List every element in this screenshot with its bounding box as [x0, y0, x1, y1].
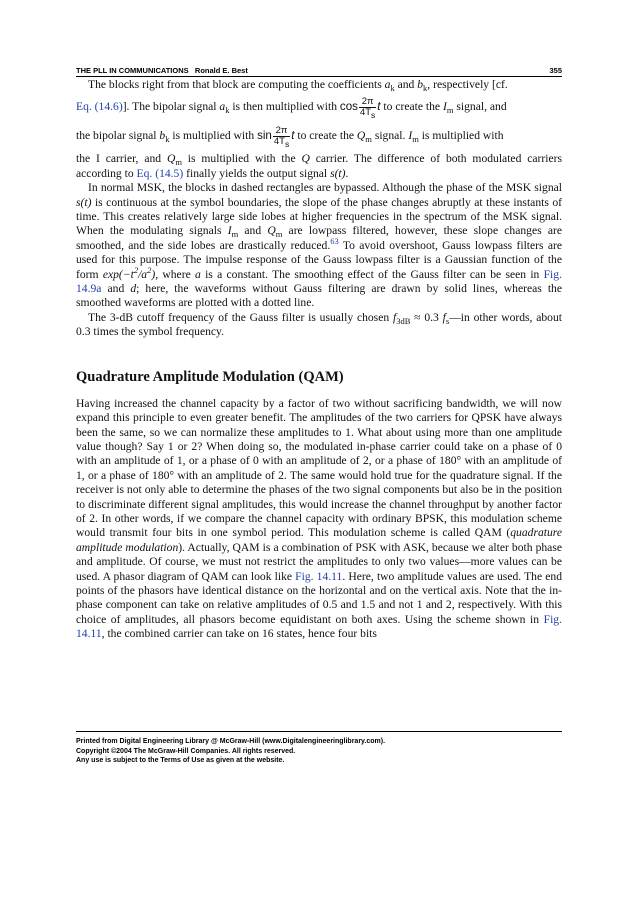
- eq-14-5-link[interactable]: Eq. (14.5): [136, 166, 184, 180]
- cos-fraction: $\frac{2\pi}{4T_s}$: [359, 95, 376, 120]
- book-title: THE PLL IN COMMUNICATIONS: [76, 66, 189, 75]
- fig-14-11-link-2[interactable]: Fig. 14.11: [76, 612, 562, 641]
- footer-line-3: Any use is subject to the Terms of Use as given at the website.: [76, 757, 285, 765]
- copyright-footer: [76, 737, 562, 766]
- section-heading: Quadrature Amplitude Modulation (QAM): [76, 368, 344, 385]
- page-number: 355: [549, 66, 562, 75]
- gauss-expression: $\exp(-t^2/a^2)$: [102, 264, 156, 281]
- footer-line-1: Printed from Digital Engineering Library @ McGraw-Hill (www.Digitalengineeringlibrary.com).: [76, 738, 386, 745]
- running-header-left: [76, 66, 248, 75]
- paragraph-2: In normal MSK, the blocks in dashed rectangles are bypassed. Although the phase of the MSK signal s(t) is continuous at the symbol boundaries, the slope of the phase changes abruptly at these instants of time. This creates relatively large side lobes at higher frequencies in the spectrum of the MSK signal. When the modulating signals $I_m$ and $Q_m$ are lowpass filtered, however, these slope changes are smoothed, and the side lobes are drastically reduced.$^{63}$ To avoid overshoot, Gauss lowpass filters are used for this purpose. The impulse response of the Gauss lowpass filter is a Gaussian function of the form $\exp(-t^2/a^2)$, where a is a constant. The smoothing effect of the Gauss filter can be seen in Fig. 14.9a and d; here, the waveforms without Gauss filtering are drawn by solid lines, whereas the smoothed waveforms are plotted with a dotted line.: [76, 181, 562, 310]
- cos-term: cos $\frac{2\pi}{4T_s}$ t: [339, 95, 381, 120]
- paragraph-1: The blocks right from that block are computing the coefficients $a_k$ and $b_k$, respectively [cf.: [88, 78, 508, 93]
- fig-14-11-link[interactable]: Fig. 14.11: [295, 569, 343, 583]
- footer-rule: [76, 731, 562, 732]
- eq-14-6-link[interactable]: Eq. (14.6): [76, 100, 123, 114]
- body-text: [76, 78, 562, 642]
- sin-term: sin $\frac{2\pi}{4T_s}$ t: [257, 124, 295, 149]
- sin-fraction: $\frac{2\pi}{4T_s}$: [273, 124, 290, 149]
- paragraph-3: The 3-dB cutoff frequency of the Gauss filter is usually chosen $f_{3dB} \approx 0.3$ $f_s—in$ other words, about 0.3 times the symbol frequency.: [76, 310, 563, 339]
- paragraph-4: Having increased the channel capacity by a factor of two without sacrificing bandwidth, we will now expand this principle to even greater benefit. The amplitudes of the two carriers for QPSK have always been the same, so we can normalize these amplitudes to 1. What about using more than one amplitude value though? Say 1 or 2? When doing so, the modulated in-phase carrier could take on a phase of 0 with an amplitude of 1, or a phase of 0 with an amplitude of 2, or a phase of 180° with an amplitude of 1, or a phase of 180° with an amplitude of 2. The same would hold true for the quadrature signal. If the receiver is not only able to determine the phases of the two signal components but also be in the position to discriminate different signal amplitudes, this would increase the channel throughput by another factor of 2. In other words, if we compare the channel capacity with ordinary BPSK, this modulation scheme would transmit four bits in one symbol period. This modulation scheme is called QAM (quadrature amplitude modulation). Actually, QAM is a combination of PSK with ASK, because we alter both phase and amplitude. Of course, we must not restrict the amplitudes to only two values—more values can be used. A phasor diagram of QAM can look like Fig. 14.11. Here, two amplitude values are used. The end points of the phasors have identical distance on the horizontal and on the vertical axis. Note that the in-phase component can take on relative amplitudes of 0.5 and 1.5 and not 1 and 2, respectively. With this choice of amplitudes, all phasors become equidistant on both axes. Using the scheme shown in Fig. 14.11, the combined carrier can take on 16 states, hence four bits: [76, 396, 562, 641]
- paragraph-1-cont-b: the bipolar signal $b_k$ is multiplied with sin $\frac{2\pi}{4T_s}$ t to create the $Q_m$ signal. $I_m$ is multiplied with: [76, 124, 504, 149]
- footnote-63-link[interactable]: 63: [330, 235, 339, 246]
- fig-14-9a-link[interactable]: Fig. 14.9a: [76, 267, 562, 296]
- running-header: [76, 66, 562, 76]
- footer-line-2: Copyright ©2004 The McGraw-Hill Companies. All rights reserved.: [76, 747, 296, 755]
- paragraph-1-cont-c: the I carrier, and $Q_m$ is multiplied with the Q carrier. The difference of both modulated carriers according to Eq. (14.5) finally yields the output signal s(t).: [76, 152, 562, 180]
- paragraph-1-cont-a: Eq. (14.6)]. The bipolar signal $a_k$ is then multiplied with cos $\frac{2\pi}{4T_s}$ t to create the $I_m$ signal, and: [76, 95, 507, 120]
- book-author: Ronald E. Best: [194, 66, 248, 75]
- header-rule: [76, 76, 562, 77]
